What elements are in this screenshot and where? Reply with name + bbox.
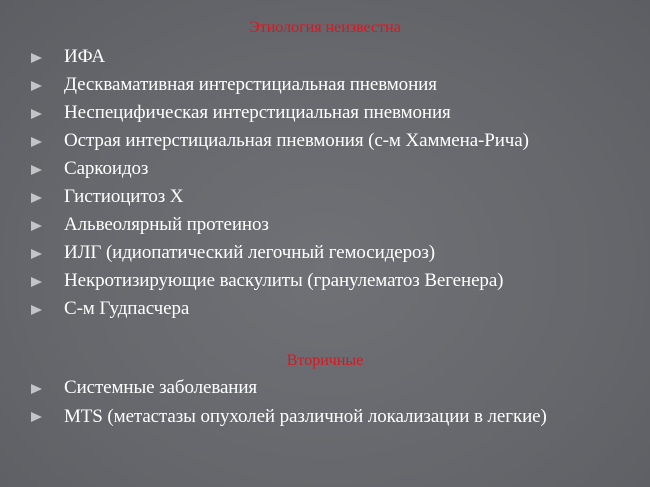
list-item [0, 43, 650, 71]
list-item [0, 267, 650, 295]
triangle-right-icon [31, 221, 42, 231]
list-item [0, 211, 650, 239]
heading-etiology-unknown: Этиология неизвестна [249, 19, 401, 36]
list-item [0, 155, 650, 183]
triangle-right-icon [31, 193, 42, 203]
list-item-label: Альвеолярный протеиноз [64, 214, 269, 235]
list-item [0, 402, 650, 429]
triangle-right-icon [31, 277, 42, 287]
triangle-right-icon [31, 81, 42, 91]
list-item [0, 374, 650, 402]
list-item-label: Десквамативная интерстициальная пневмония [64, 74, 437, 95]
triangle-right-icon [31, 384, 42, 394]
triangle-right-icon [31, 53, 42, 63]
list-item-label: MTS (метастазы опухолей различной локализации в легкие) [64, 406, 547, 427]
list-item [0, 183, 650, 211]
list-item-label: Гистиоцитоз Х [64, 186, 184, 207]
triangle-right-icon [31, 137, 42, 147]
list-item [0, 295, 650, 323]
triangle-right-icon [31, 165, 42, 175]
list-item [0, 127, 650, 155]
triangle-right-icon [31, 249, 42, 259]
secondary-list [0, 374, 650, 429]
list-item-label: С-м Гудпасчера [64, 298, 190, 319]
list-item-label: ИЛГ (идиопатический легочный гемосидероз) [64, 242, 436, 263]
list-item-label: Саркоидоз [64, 158, 149, 179]
list-item-label: Некротизирующие васкулиты (гранулематоз Вегенера) [64, 270, 504, 291]
list-item-label: ИФА [64, 46, 105, 67]
primary-list [0, 43, 650, 323]
list-item [0, 99, 650, 127]
heading-secondary: Вторичные [286, 352, 364, 369]
list-item [0, 71, 650, 99]
triangle-right-icon [31, 109, 42, 119]
triangle-right-icon [31, 305, 42, 315]
list-item-label: Системные заболевания [64, 377, 258, 398]
list-item [0, 239, 650, 267]
list-item-label: Острая интерстициальная пневмония (с-м Хаммена-Рича) [64, 130, 529, 151]
list-item-label: Неспецифическая интерстициальная пневмония [64, 102, 451, 123]
triangle-right-icon [31, 412, 42, 422]
